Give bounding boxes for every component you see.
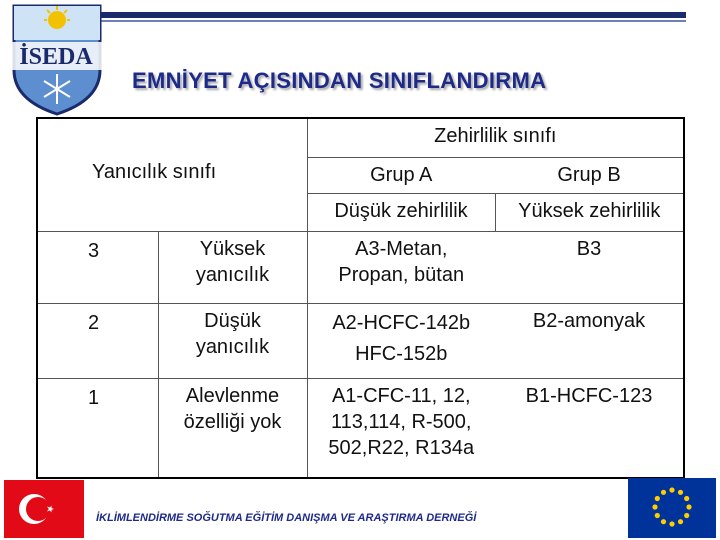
toxicity-header: Zehirlilik sınıfı [434,125,557,147]
flammability-label: yanıcılık [195,263,270,286]
group-b-cell: B1-HCFC-123 [525,384,653,407]
group-a-cell: Propan, bütan [338,263,465,286]
group-a-header: Grup A [370,163,433,186]
high-toxicity-label: Yüksek zehirlilik [518,199,661,222]
group-a-cell: 113,114, R-500, [331,410,472,433]
flammability-label: Düşük [204,309,261,332]
class-number: 1 [88,386,100,409]
class-number: 3 [88,239,100,262]
iseda-logo [0,0,112,118]
group-a-cell: 502,R22, R134a [328,437,475,460]
header-rule-thin [78,20,686,22]
group-b-cell: B3 [576,237,602,260]
flammability-header: Yanıcılık sınıfı [92,161,217,183]
classification-table [36,117,685,479]
table-row [38,378,683,477]
group-b-cell: B2-amonyak [532,309,646,332]
low-toxicity-label: Düşük zehirlilik [334,199,468,222]
group-a-cell: HFC-152b [355,342,448,365]
sun-icon [48,11,66,29]
group-b-header: Grup B [557,163,621,186]
page-title: EMNİYET AÇISINDAN SINIFLANDIRMA [132,68,547,93]
turkish-flag-icon [4,480,84,538]
svg-text:İSEDA: İSEDA [19,44,93,70]
table-row [38,231,683,303]
flammability-label: Alevlenme [185,384,280,407]
footer-organization: İKLİMLENDİRME SOĞUTMA EĞİTİM DANIŞMA VE ARAŞTIRMA DERNEĞİ [96,512,477,524]
table-row [38,303,683,378]
group-a-cell: A2-HCFC-142b [332,311,471,334]
group-a-cell: A3-Metan, [355,237,448,260]
flammability-label: özelliği yok [183,410,282,433]
group-a-cell: A1-CFC-11, 12, [331,384,471,407]
flammability-label: Yüksek [199,237,266,260]
header-rule [78,12,686,18]
eu-flag-icon [628,478,716,538]
flammability-label: yanıcılık [195,335,270,358]
class-number: 2 [88,311,100,334]
